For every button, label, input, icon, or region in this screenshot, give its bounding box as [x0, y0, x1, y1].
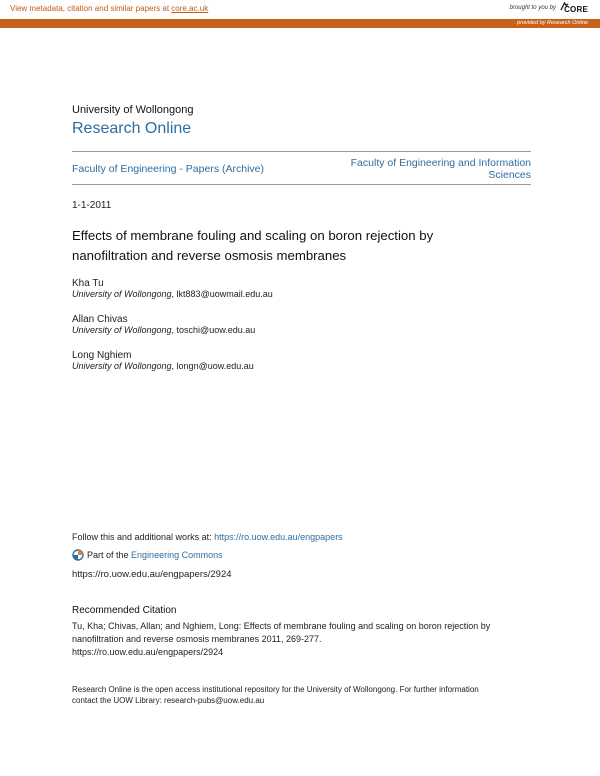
author-name: Kha Tu [72, 278, 104, 289]
author-email: , longn@uow.edu.au [171, 361, 254, 371]
core-metadata-notice [10, 4, 208, 13]
follow-notice [72, 532, 343, 542]
citation-line-1: Tu, Kha; Chivas, Allan; and Nghiem, Long: Effects of membrane fouling and scaling on boron rejection by [72, 621, 491, 631]
core-logo-text[interactable]: CORE [564, 5, 588, 14]
author-name: Allan Chivas [72, 314, 128, 325]
repository-footer [72, 684, 532, 706]
citation-heading: Recommended Citation [72, 605, 177, 616]
collection-right-line1: Faculty of Engineering and Information [350, 157, 531, 169]
divider-bottom [72, 184, 531, 185]
university-name: University of Wollongong [72, 104, 194, 116]
divider-top [72, 151, 531, 152]
citation-text [72, 620, 532, 659]
part-of-text: Part of the [87, 550, 129, 560]
author-affiliation [72, 325, 255, 335]
collection-link-left[interactable]: Faculty of Engineering - Papers (Archive) [72, 163, 264, 175]
author-name: Long Nghiem [72, 350, 132, 361]
provided-by-text: provided by Research Online [517, 20, 588, 26]
publication-date: 1-1-2011 [72, 200, 112, 211]
part-of-notice [72, 549, 223, 561]
author-email: , lkt883@uowmail.edu.au [171, 289, 273, 299]
footer-line-2: contact the UOW Library: research-pubs@uow.edu.au [72, 696, 265, 705]
core-link[interactable]: core.ac.uk [171, 4, 209, 13]
footer-line-1: Research Online is the open access institutional repository for the University of Wollongong. For further information [72, 685, 479, 694]
author-affiliation [72, 289, 273, 299]
provided-by-bar [0, 19, 600, 28]
citation-url[interactable]: https://ro.uow.edu.au/engpapers/2924 [72, 647, 224, 657]
author-email: , toschi@uow.edu.au [171, 325, 256, 335]
citation-line-2: nanofiltration and reverse osmosis membranes 2011, 269-277. [72, 634, 322, 644]
affiliation-name: University of Wollongong [72, 325, 172, 335]
author-block [72, 350, 254, 371]
affiliation-name: University of Wollongong [72, 361, 172, 371]
paper-url[interactable]: https://ro.uow.edu.au/engpapers/2924 [72, 569, 232, 580]
author-block [72, 278, 273, 299]
commons-network-icon [72, 549, 84, 561]
author-affiliation [72, 361, 254, 371]
metadata-text: View metadata, citation and similar papers at [10, 4, 170, 13]
author-block [72, 314, 255, 335]
collection-right-line2: Sciences [488, 169, 531, 181]
title-line-2: nanofiltration and reverse osmosis membranes [72, 248, 347, 263]
collection-link-right[interactable] [300, 157, 531, 181]
affiliation-name: University of Wollongong [72, 289, 172, 299]
engineering-commons-link[interactable]: Engineering Commons [131, 550, 223, 560]
paper-title [72, 226, 534, 266]
brought-to-you-text: brought to you by [509, 5, 556, 11]
follow-link[interactable]: https://ro.uow.edu.au/engpapers [214, 532, 343, 542]
follow-text: Follow this and additional works at: [72, 532, 212, 542]
repository-name[interactable]: Research Online [72, 120, 192, 137]
title-line-1: Effects of membrane fouling and scaling on boron rejection by [72, 228, 434, 243]
core-banner [0, 0, 600, 19]
